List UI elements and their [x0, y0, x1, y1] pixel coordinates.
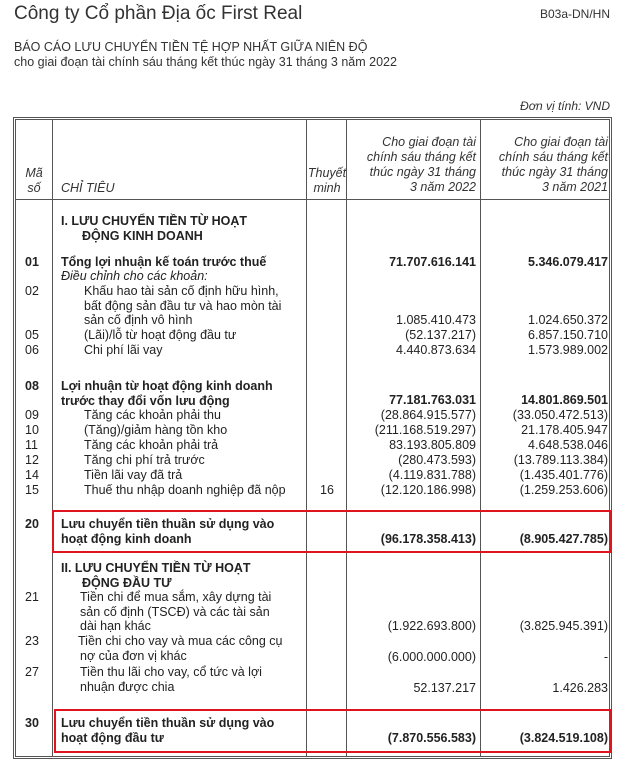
row-01-code: 01	[25, 255, 39, 269]
row-15-note: 16	[320, 483, 334, 497]
row-02-v2022: 1.085.410.473	[396, 313, 476, 327]
report-title-block	[14, 40, 397, 70]
row-05-code: 05	[25, 328, 39, 342]
row-12-v2021: (13.789.113.384)	[513, 453, 608, 467]
row-11-v2021: 4.648.538.046	[528, 438, 608, 452]
row-06-v2022: 4.440.873.634	[396, 343, 476, 357]
row-11-label: Tăng các khoản phải trả	[84, 438, 219, 452]
header-note: Thuyết minh	[307, 166, 347, 195]
row-14-v2021: (1.435.401.776)	[519, 468, 608, 482]
row-09-v2021: (33.050.472.513)	[512, 408, 608, 422]
row-21-v2022: (1.922.693.800)	[387, 619, 476, 633]
row-23-label: Tiền chi cho vay và mua các công cụ nợ của đơn vị khác	[78, 634, 283, 663]
row-05-label: (Lãi)/lỗ từ hoạt động đầu tư	[84, 328, 237, 342]
cash-flow-table	[13, 117, 612, 759]
section-2-title: II. LƯU CHUYỂN TIỀN TỪ HOẠT ĐỘNG ĐẦU TƯ	[61, 561, 251, 590]
row-27-v2021: 1.426.283	[552, 681, 608, 695]
divider-code	[52, 120, 53, 756]
row-21-label: Tiền chi để mua sắm, xây dựng tài sản cố định (TSCĐ) và các tài sản dài hạn khác	[80, 590, 272, 633]
header-period-2022: Cho giai đoạn tài chính sáu tháng kết thúc ngày 31 tháng 3 năm 2022	[366, 135, 476, 194]
row-20-v2022: (96.178.358.413)	[380, 532, 476, 546]
row-10-v2022: (211.168.519.297)	[374, 423, 476, 437]
header-item: CHỈ TIÊU	[61, 181, 115, 195]
row-14-label: Tiền lãi vay đã trả	[84, 468, 183, 482]
row-30-code: 30	[25, 716, 39, 730]
row-30-v2021: (3.824.519.108)	[519, 731, 608, 745]
row-15-code: 15	[25, 483, 39, 497]
row-09-code: 09	[25, 408, 39, 422]
row-06-label: Chi phí lãi vay	[84, 343, 163, 357]
row-27-v2022: 52.137.217	[413, 681, 476, 695]
row-06-code: 06	[25, 343, 39, 357]
row-14-code: 14	[25, 468, 39, 482]
row-15-v2021: (1.259.253.606)	[519, 483, 608, 497]
row-06-v2021: 1.573.989.002	[528, 343, 608, 357]
divider-note	[346, 120, 347, 756]
highlight-box-row-20	[52, 510, 612, 553]
row-08-v2021: 14.801.869.501	[521, 393, 608, 407]
row-30-v2022: (7.870.556.583)	[387, 731, 476, 745]
divider-2022	[480, 120, 481, 756]
row-09-label: Tăng các khoản phải thu	[84, 408, 221, 422]
row-05-v2021: 6.857.150.710	[528, 328, 608, 342]
row-11-v2022: 83.193.805.809	[389, 438, 476, 452]
row-23-code: 23	[25, 634, 39, 648]
row-21-code: 21	[25, 590, 39, 604]
row-08-v2022: 77.181.763.031	[389, 393, 476, 407]
report-period: cho giai đoạn tài chính sáu tháng kết thúc ngày 31 tháng 3 năm 2022	[14, 55, 397, 69]
row-11-code: 11	[25, 438, 38, 452]
row-02-label: Khấu hao tài sản cố định hữu hình, bất động sản đầu tư và hao mòn tài sản cố định vô hình	[84, 284, 282, 327]
row-23-v2021: -	[603, 650, 608, 664]
currency-unit: Đơn vị tính: VND	[520, 99, 610, 113]
row-02-code: 02	[25, 284, 39, 298]
row-10-v2021: 21.178.405.947	[521, 423, 608, 437]
row-20-code: 20	[25, 517, 39, 531]
row-15-v2022: (12.120.186.998)	[380, 483, 476, 497]
row-15-label: Thuế thu nhập doanh nghiệp đã nộp	[84, 483, 286, 497]
section-1-title: I. LƯU CHUYỂN TIỀN TỪ HOẠT ĐỘNG KINH DOANH	[61, 214, 248, 243]
header-period-2021: Cho giai đoạn tài chính sáu tháng kết thúc ngày 31 tháng 3 năm 2021	[498, 135, 608, 194]
row-01-v2021: 5.346.079.417	[528, 255, 608, 269]
row-10-label: (Tăng)/giảm hàng tồn kho	[84, 423, 228, 437]
row-08-label: Lợi nhuận từ hoạt động kinh doanh trước thay đổi vốn lưu động	[61, 379, 273, 408]
highlight-box-row-30	[54, 709, 612, 753]
row-02-v2021: 1.024.650.372	[528, 313, 608, 327]
row-12-v2022: (280.473.593)	[398, 453, 476, 467]
row-27-label: Tiền thu lãi cho vay, cổ tức và lợi nhuận được chia	[80, 665, 262, 694]
header-divider	[16, 199, 609, 200]
row-30-label: Lưu chuyển tiền thuần sử dụng vào hoạt động đầu tư	[61, 716, 275, 745]
row-12-code: 12	[25, 453, 39, 467]
row-08-code: 08	[25, 379, 39, 393]
row-20-v2021: (8.905.427.785)	[519, 532, 608, 546]
row-01-v2022: 71.707.616.141	[389, 255, 476, 269]
row-20-label: Lưu chuyển tiền thuần sử dụng vào hoạt động kinh doanh	[61, 517, 275, 546]
row-21-v2021: (3.825.945.391)	[519, 619, 608, 633]
row-10-code: 10	[25, 423, 39, 437]
form-code: B03a-DN/HN	[539, 7, 610, 21]
company-name: Công ty Cổ phần Địa ốc First Real	[14, 3, 303, 24]
row-14-v2022: (4.119.831.788)	[388, 468, 476, 482]
row-05-v2022: (52.137.217)	[405, 328, 476, 342]
header-code: Mã số	[25, 166, 43, 195]
row-01-label: Tổng lợi nhuận kế toán trước thuế	[61, 255, 267, 269]
divider-item	[306, 120, 307, 756]
adjustments-label: Điều chỉnh cho các khoản:	[61, 269, 208, 283]
row-12-label: Tăng chi phí trả trước	[84, 453, 205, 467]
report-title: BÁO CÁO LƯU CHUYỂN TIỀN TỆ HỢP NHẤT GIỮA NIÊN ĐỘ	[14, 40, 368, 54]
row-23-v2022: (6.000.000.000)	[387, 650, 476, 664]
row-09-v2022: (28.864.915.577)	[380, 408, 476, 422]
row-27-code: 27	[25, 665, 39, 679]
